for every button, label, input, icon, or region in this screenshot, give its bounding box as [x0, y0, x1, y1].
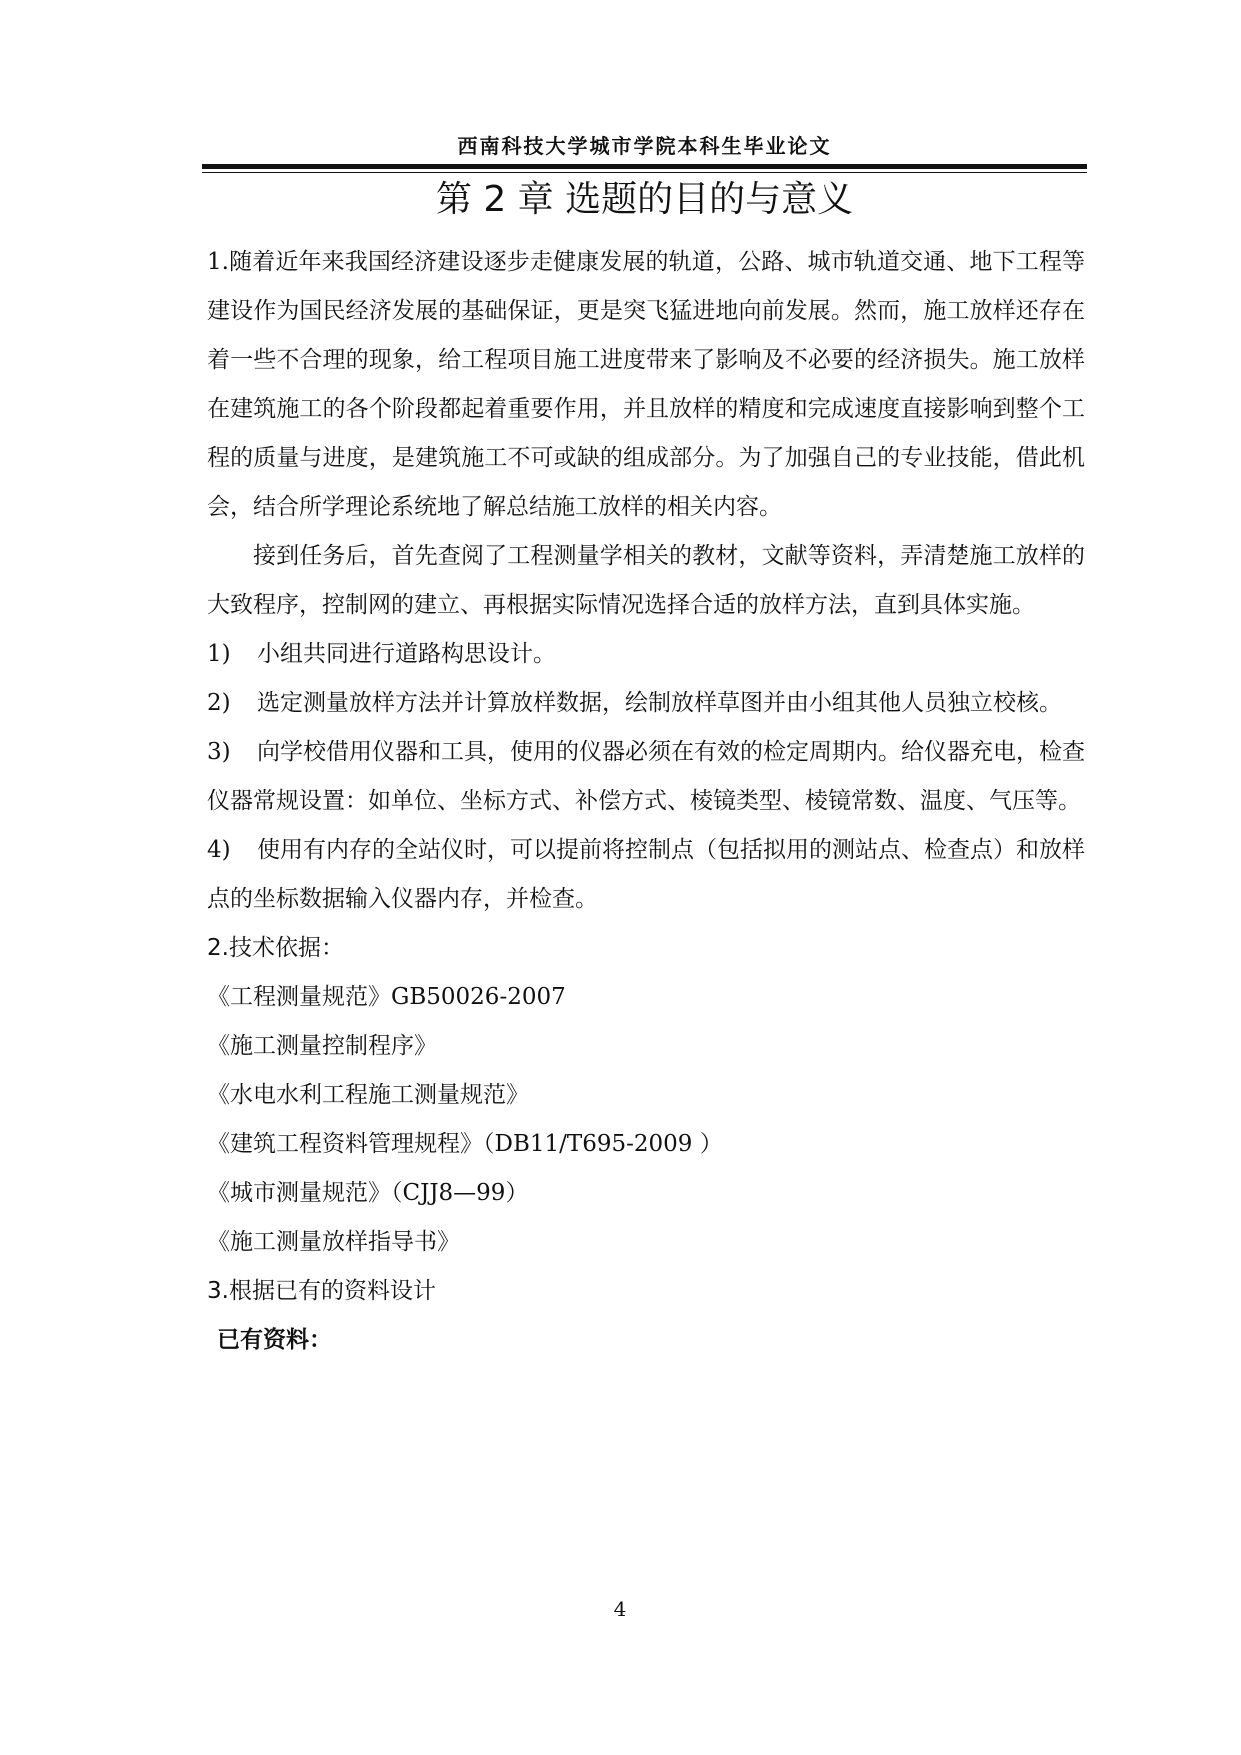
header-rule-thick: [202, 164, 1087, 169]
step-number: 1): [207, 641, 231, 667]
reference-item: 《城市测量规范》（CJJ8—99）: [207, 1180, 529, 1206]
page-number: 4: [613, 1597, 627, 1621]
section-1-intro: 1.随着近年来我国经济建设逐步走健康发展的轨道，公路、城市轨道交通、地下工程等建设作为国民经济发展的基础保证，更是突飞猛进地向前发展。然而，施工放样还存在着一些不合理的现象，给工程项目施工进度带来了影响及不必要的经济损失。施工放样在建筑施工的各个阶段都起着重要作用，并且放样的精度和完成速度直接影响到整个工程的质量与进度，是建筑施工不可或缺的组成部分。为了加强自己的专业技能，借此机会，结合所学理论系统地了解总结施工放样的相关内容。: [207, 249, 1085, 520]
step-4: [207, 826, 1085, 924]
header-rule-thin: [202, 172, 1087, 173]
step-number: 4): [207, 837, 231, 863]
document-body: [207, 238, 1085, 1365]
section-1-paragraph-2: 接到任务后，首先查阅了工程测量学相关的教材，文献等资料，弄清楚施工放样的大致程序，控制网的建立、再根据实际情况选择合适的放样方法，直到具体实施。: [207, 543, 1085, 618]
step-number: 3): [207, 739, 231, 765]
step-3: [207, 728, 1085, 826]
reference-item: 《建筑工程资料管理规程》（DB11/T695-2009 ）: [207, 1131, 723, 1157]
reference-item: 《施工测量放样指导书》: [207, 1229, 460, 1255]
section-3-heading: 3.根据已有的资料设计: [207, 1278, 436, 1304]
reference-item: 《施工测量控制程序》: [207, 1033, 437, 1059]
reference-item: 《工程测量规范》GB50026-2007: [207, 984, 566, 1010]
step-text: 选定测量放样方法并计算放样数据，绘制放样草图并由小组其他人员独立校核。: [257, 690, 1062, 716]
chapter-title: 第 2 章 选题的目的与意义: [435, 179, 854, 220]
step-text: 使用有内存的全站仪时，可以提前将控制点（包括拟用的测站点、检查点）和放样点的坐标数据输入仪器内存，并检查。: [207, 837, 1085, 912]
section-3-subheading: 已有资料：: [217, 1327, 332, 1353]
running-header: 西南科技大学城市学院本科生毕业论文: [457, 134, 832, 158]
section-2-heading: 2.技术依据：: [207, 935, 344, 961]
step-number: 2): [207, 690, 231, 716]
step-text: 小组共同进行道路构思设计。: [257, 641, 556, 667]
step-2: [207, 679, 1085, 728]
step-text: 向学校借用仪器和工具，使用的仪器必须在有效的检定周期内。给仪器充电，检查仪器常规设置：如单位、坐标方式、补偿方式、棱镜类型、棱镜常数、温度、气压等。: [207, 739, 1085, 814]
step-1: [207, 630, 1085, 679]
reference-item: 《水电水利工程施工测量规范》: [207, 1082, 529, 1108]
